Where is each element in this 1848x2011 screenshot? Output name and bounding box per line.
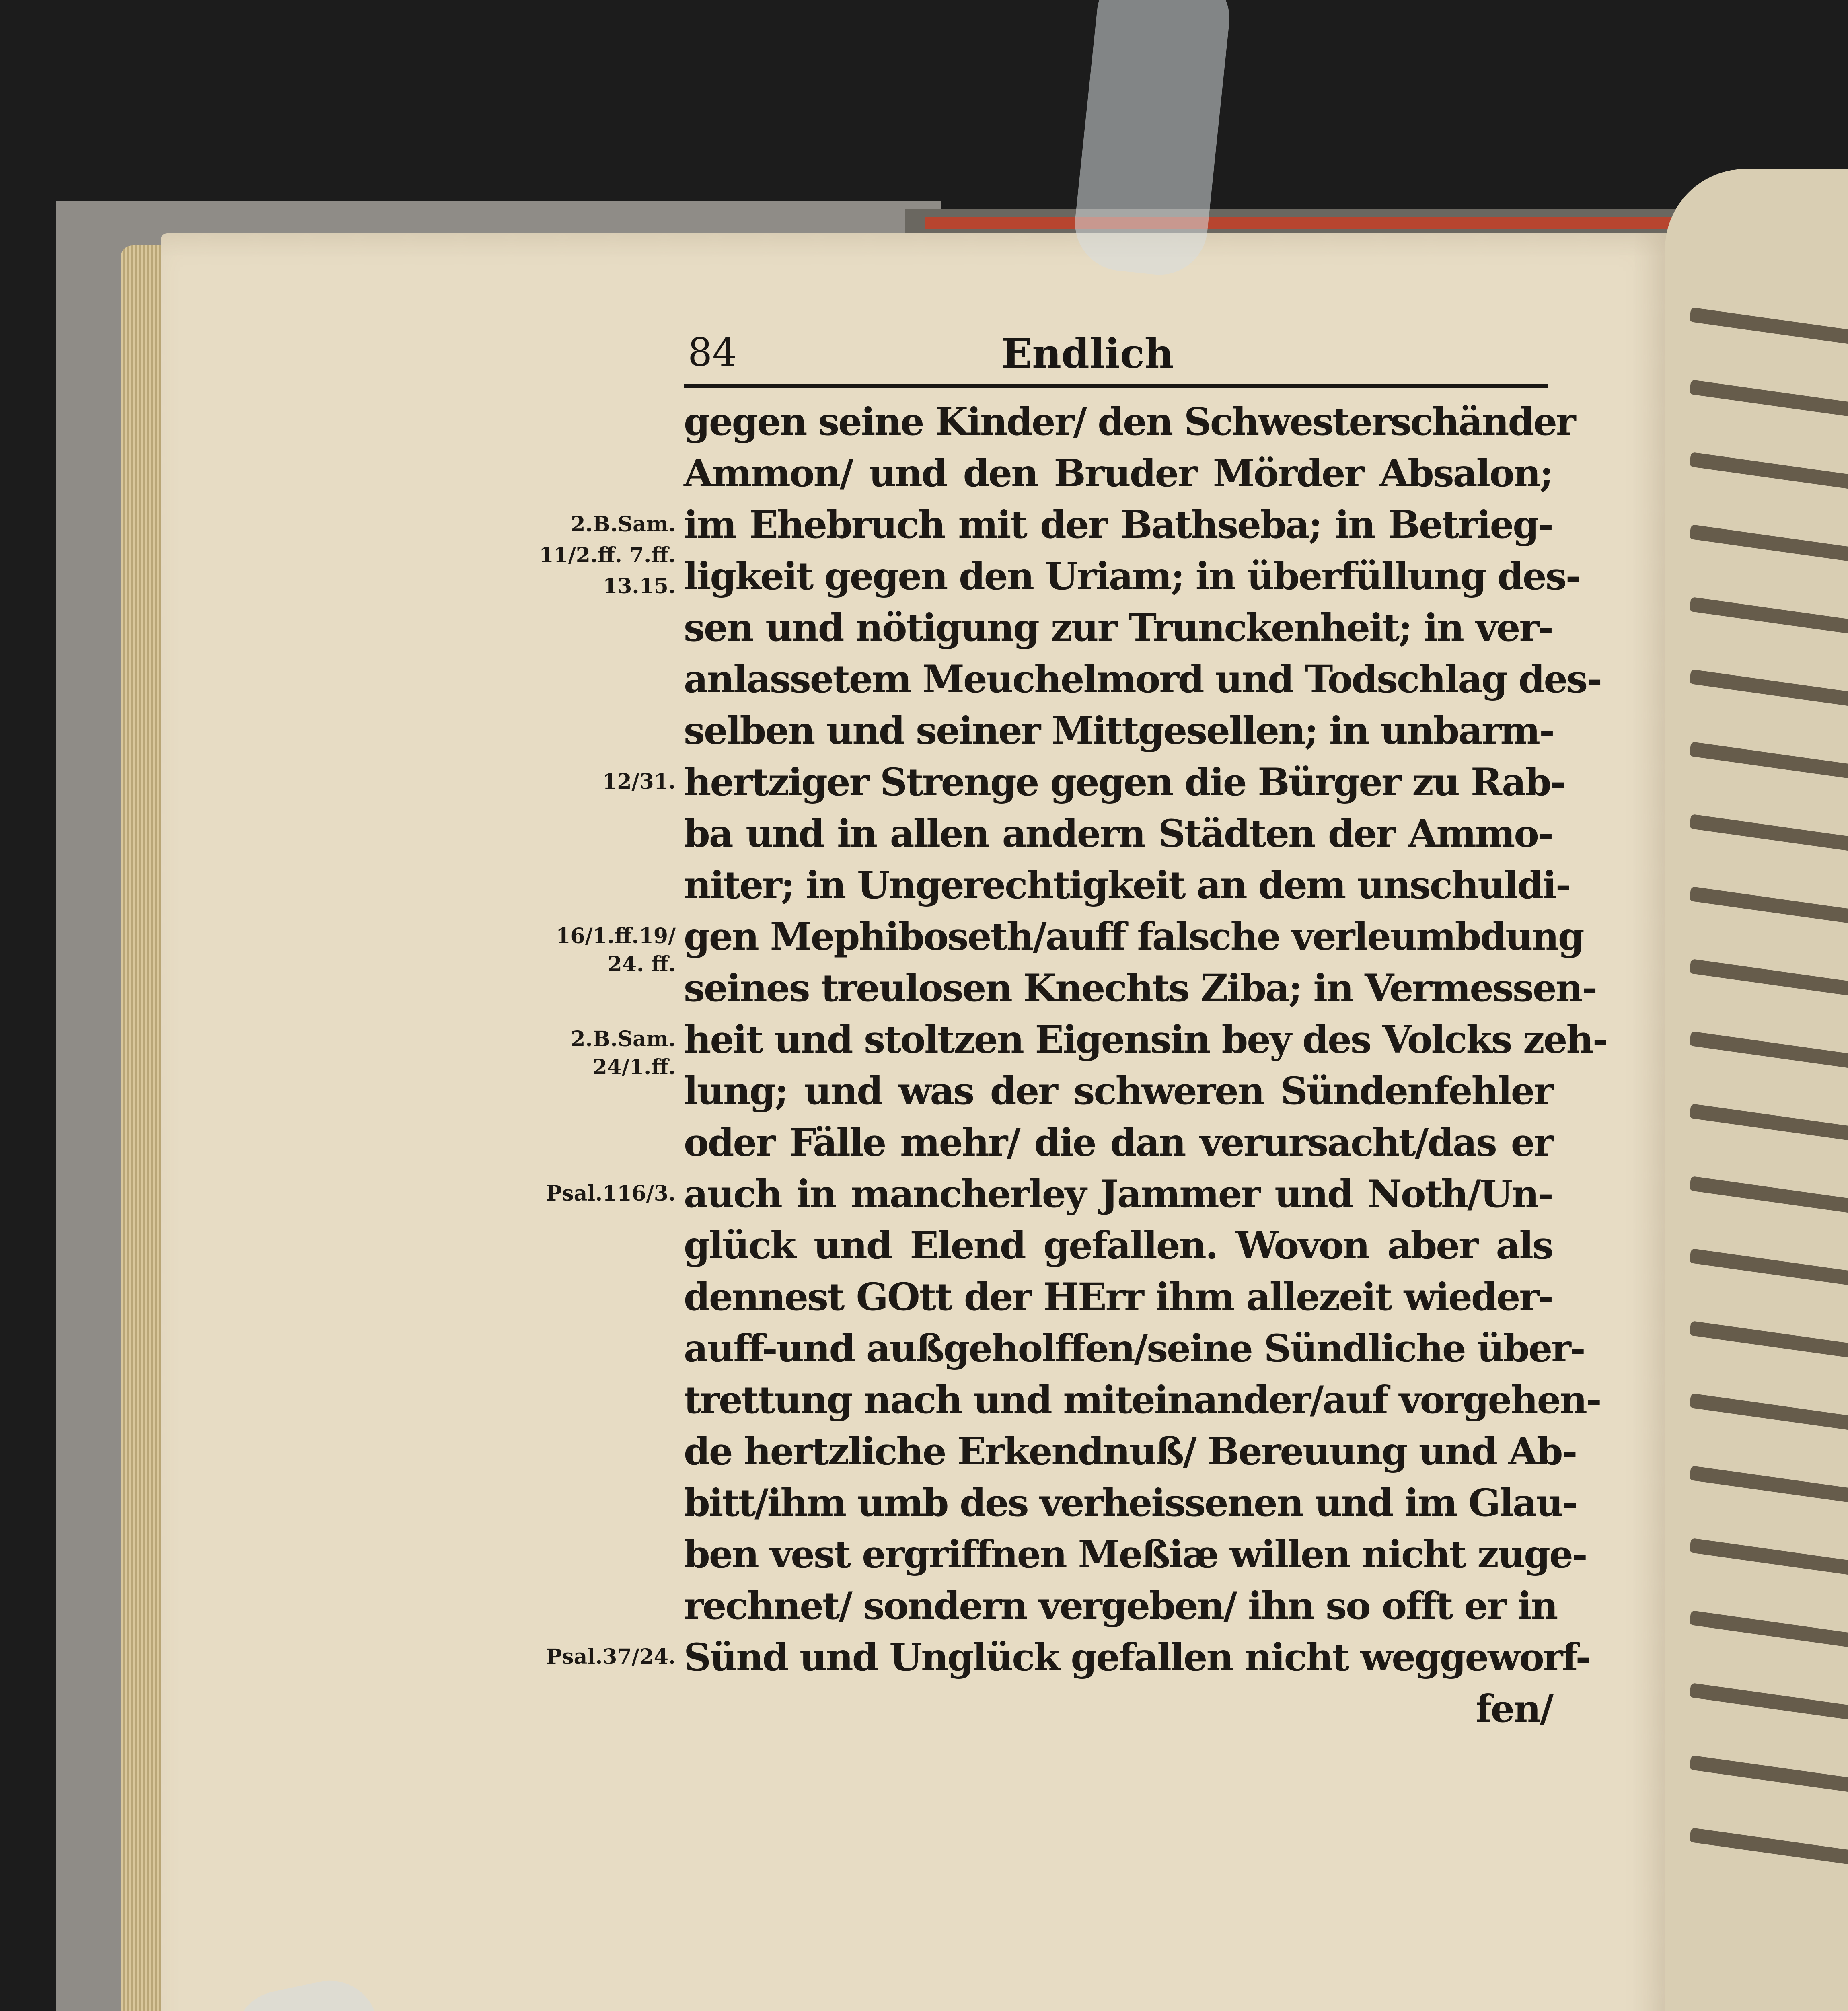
text-line: ben vest ergriffnen Meßiæ willen nicht zuge- (684, 1532, 1587, 1577)
text-line: de hertzliche Erkendnuß/ Bereuung und Ab- (684, 1429, 1577, 1474)
red-spine-strip (925, 217, 1681, 229)
facing-page-line (1689, 814, 1848, 857)
text-line: hertziger Strenge gegen die Bürger zu Rab- (684, 760, 1565, 804)
margin-notes (475, 396, 684, 1804)
facing-page-line (1689, 1466, 1848, 1509)
facing-page-line (1689, 1248, 1848, 1292)
facing-page-line (1689, 1393, 1848, 1437)
facing-page-line (1689, 307, 1848, 351)
margin-note: 12/31. (602, 769, 676, 794)
text-line: sen und nötigung zur Trunckenheit; in ver- (684, 606, 1552, 650)
margin-note: 13.15. (603, 574, 676, 598)
facing-page-line (1689, 524, 1848, 568)
text-line: im Ehebruch mit der Bathseba; in Betrieg- (684, 503, 1552, 547)
text-line: lung; und was der schweren Sündenfehler (684, 1069, 1552, 1113)
margin-note: 24. ff. (607, 952, 676, 977)
margin-note: 2.B.Sam. (571, 512, 676, 537)
margin-note: 11/2.ff. 7.ff. (539, 543, 676, 568)
facing-page-line (1689, 669, 1848, 713)
facing-page-line (1689, 1610, 1848, 1654)
text-line: Sünd und Unglück gefallen nicht weggeworf- (684, 1635, 1590, 1680)
facing-page-line (1689, 1828, 1848, 1871)
running-head: Endlich (1001, 330, 1174, 377)
text-line: ligkeit gegen den Uriam; in überfüllung des- (684, 554, 1580, 598)
facing-page-line (1689, 1104, 1848, 1147)
text-line: heit und stoltzen Eigensin bey des Volcks zeh- (684, 1018, 1607, 1062)
text-line: dennest GOtt der HErr ihm allezeit wieder- (684, 1275, 1552, 1319)
text-line: selben und seiner Mittgesellen; in unbarm- (684, 709, 1554, 753)
text-line: bitt/ihm umb des verheissenen und im Glau- (684, 1481, 1577, 1525)
facing-page-line (1689, 959, 1848, 1002)
margin-note: Psal.116/3. (546, 1181, 676, 1206)
facing-page-line (1689, 1176, 1848, 1219)
text-line: Ammon/ und den Bruder Mörder Absalon; (684, 451, 1552, 496)
margin-note: 2.B.Sam. (571, 1027, 676, 1051)
margin-note: 16/1.ff.19/ (556, 924, 676, 948)
facing-page-line (1689, 452, 1848, 496)
page-header (688, 330, 1548, 378)
text-line: anlassetem Meuchelmord und Todschlag des- (684, 657, 1601, 701)
facing-page-line (1689, 1538, 1848, 1581)
body-text (684, 396, 1607, 1735)
facing-page-line (1689, 886, 1848, 930)
facing-page-line (1689, 1031, 1848, 1075)
text-line: auch in mancherley Jammer und Noth/Un- (684, 1172, 1552, 1216)
facing-page-line (1689, 597, 1848, 640)
header-rule (684, 384, 1548, 388)
margin-note: Psal.37/24. (546, 1645, 676, 1669)
text-line: oder Fälle mehr/ die dan verursacht/das er (684, 1121, 1552, 1165)
right-page-edge (1665, 169, 1848, 2011)
facing-page-line (1689, 380, 1848, 423)
text-line: trettung nach und miteinander/auf vorgehen- (684, 1378, 1601, 1422)
text-line: gen Mephiboseth/auff falsche verleumbdung (684, 915, 1583, 959)
facing-page-line (1689, 1683, 1848, 1726)
text-line: ba und in allen andern Städten der Ammo- (684, 812, 1552, 856)
margin-note: 24/1.ff. (592, 1055, 676, 1080)
text-line: glück und Elend gefallen. Wovon aber als (684, 1223, 1552, 1268)
page-number: 84 (688, 330, 737, 375)
text-line: fen/ (1476, 1687, 1552, 1731)
facing-page-line (1689, 1321, 1848, 1364)
text-line: auff-und außgeholffen/seine Sündliche über- (684, 1326, 1585, 1371)
text-line: seines treulosen Knechts Ziba; in Vermessen- (684, 966, 1597, 1010)
text-line: gegen seine Kinder/ den Schwesterschänder (684, 400, 1575, 444)
facing-page-line (1689, 1755, 1848, 1799)
facing-page-line (1689, 742, 1848, 785)
text-line: rechnet/ sondern vergeben/ ihn so offt er in (684, 1584, 1557, 1628)
text-line: niter; in Ungerechtigkeit an dem unschuldi- (684, 863, 1570, 907)
